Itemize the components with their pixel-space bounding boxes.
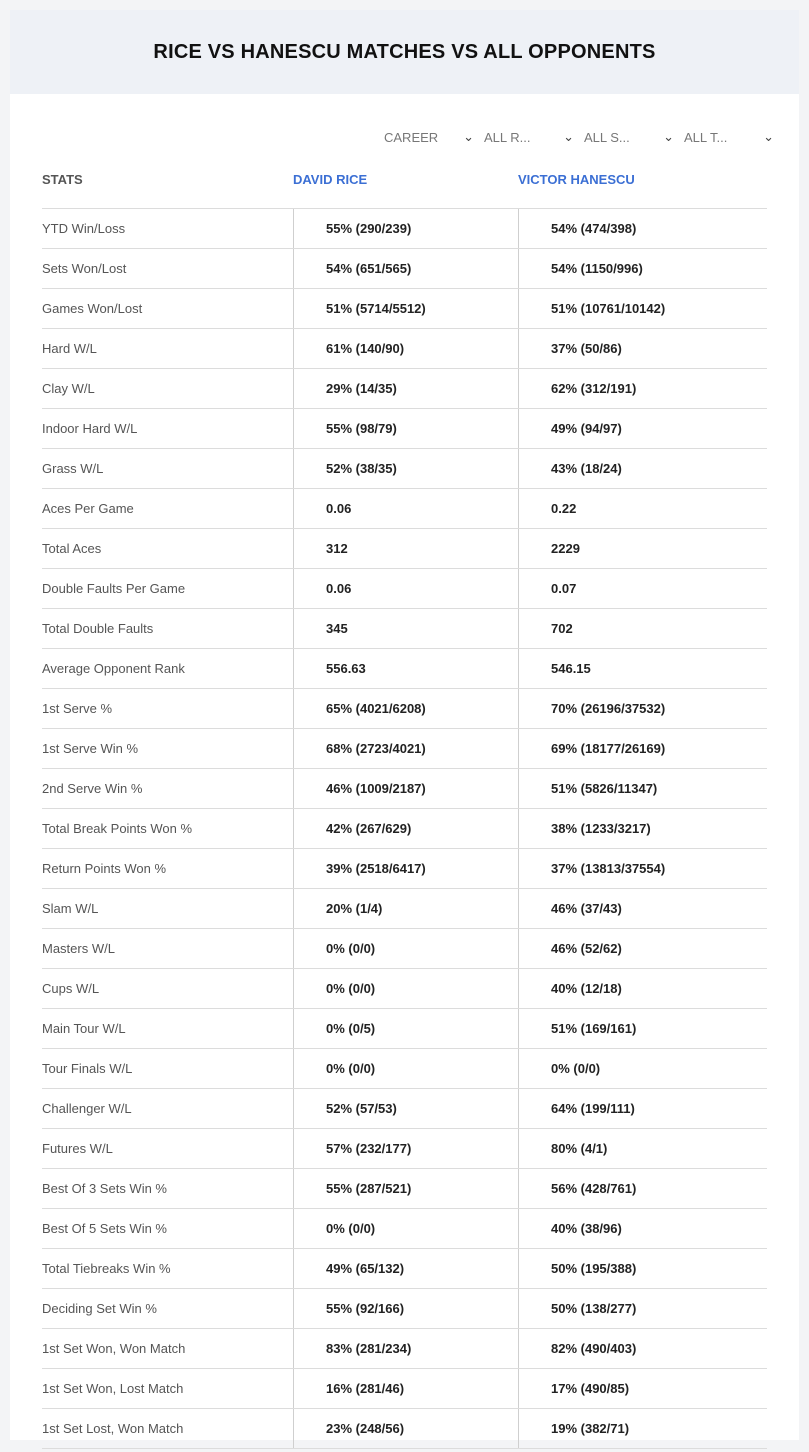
player2-value: 546.15 bbox=[518, 649, 767, 688]
player2-value: 64% (199/111) bbox=[518, 1089, 767, 1128]
chevron-down-icon: ⌄ bbox=[463, 129, 474, 144]
player1-value: 52% (57/53) bbox=[293, 1089, 518, 1128]
player2-value: 69% (18177/26169) bbox=[518, 729, 767, 768]
stat-label: Total Tiebreaks Win % bbox=[42, 1261, 171, 1276]
player2-value: 82% (490/403) bbox=[518, 1329, 767, 1368]
stat-label: 1st Set Lost, Won Match bbox=[42, 1421, 184, 1436]
column-header-player2[interactable]: VICTOR HANESCU bbox=[518, 172, 635, 187]
table-row bbox=[42, 808, 767, 848]
player1-value: 46% (1009/2187) bbox=[293, 769, 518, 808]
player1-value: 83% (281/234) bbox=[293, 1329, 518, 1368]
player1-value: 0.06 bbox=[293, 569, 518, 608]
stat-label: Games Won/Lost bbox=[42, 301, 143, 316]
player1-value: 52% (38/35) bbox=[293, 449, 518, 488]
player2-value: 50% (138/277) bbox=[518, 1289, 767, 1328]
filter-label: ALL S... bbox=[584, 130, 630, 145]
filter-rounds-dropdown[interactable] bbox=[484, 128, 584, 148]
table-row bbox=[42, 688, 767, 728]
stat-label: Best Of 5 Sets Win % bbox=[42, 1221, 167, 1236]
player2-value: 40% (12/18) bbox=[518, 969, 767, 1008]
stat-label: Double Faults Per Game bbox=[42, 581, 186, 596]
player1-value: 0% (0/0) bbox=[293, 1049, 518, 1088]
table-row bbox=[42, 248, 767, 288]
stats-table bbox=[42, 160, 767, 1449]
stat-label: Total Aces bbox=[42, 541, 102, 556]
table-row bbox=[42, 1088, 767, 1128]
player1-value: 29% (14/35) bbox=[293, 369, 518, 408]
player2-value: 40% (38/96) bbox=[518, 1209, 767, 1248]
player1-value: 61% (140/90) bbox=[293, 329, 518, 368]
table-row bbox=[42, 368, 767, 408]
player2-value: 17% (490/85) bbox=[518, 1369, 767, 1408]
player1-value: 54% (651/565) bbox=[293, 249, 518, 288]
table-row bbox=[42, 328, 767, 368]
chevron-down-icon: ⌄ bbox=[763, 129, 774, 144]
player2-value: 46% (52/62) bbox=[518, 929, 767, 968]
table-row bbox=[42, 408, 767, 448]
chevron-down-icon: ⌄ bbox=[563, 129, 574, 144]
table-row bbox=[42, 568, 767, 608]
stat-label: Tour Finals W/L bbox=[42, 1061, 133, 1076]
table-row bbox=[42, 288, 767, 328]
table-row bbox=[42, 848, 767, 888]
stat-label: Total Double Faults bbox=[42, 621, 154, 636]
table-header bbox=[42, 160, 767, 208]
stat-label: Indoor Hard W/L bbox=[42, 421, 138, 436]
player1-value: 0% (0/5) bbox=[293, 1009, 518, 1048]
table-row bbox=[42, 208, 767, 248]
table-row bbox=[42, 768, 767, 808]
table-body bbox=[42, 208, 767, 1449]
stat-label: 1st Set Won, Lost Match bbox=[42, 1381, 184, 1396]
player2-value: 80% (4/1) bbox=[518, 1129, 767, 1168]
player2-value: 0% (0/0) bbox=[518, 1049, 767, 1088]
player2-value: 0.22 bbox=[518, 489, 767, 528]
table-row bbox=[42, 1128, 767, 1168]
player1-value: 556.63 bbox=[293, 649, 518, 688]
player1-value: 68% (2723/4021) bbox=[293, 729, 518, 768]
table-row bbox=[42, 968, 767, 1008]
player2-value: 702 bbox=[518, 609, 767, 648]
table-row bbox=[42, 888, 767, 928]
player2-value: 62% (312/191) bbox=[518, 369, 767, 408]
player1-value: 55% (287/521) bbox=[293, 1169, 518, 1208]
player2-value: 56% (428/761) bbox=[518, 1169, 767, 1208]
player2-value: 54% (1150/996) bbox=[518, 249, 767, 288]
stat-label: Total Break Points Won % bbox=[42, 821, 193, 836]
player2-value: 38% (1233/3217) bbox=[518, 809, 767, 848]
table-row bbox=[42, 528, 767, 568]
stat-label: Futures W/L bbox=[42, 1141, 113, 1156]
stat-label: Challenger W/L bbox=[42, 1101, 132, 1116]
player2-value: 50% (195/388) bbox=[518, 1249, 767, 1288]
player2-value: 37% (50/86) bbox=[518, 329, 767, 368]
player1-value: 0% (0/0) bbox=[293, 929, 518, 968]
player2-value: 0.07 bbox=[518, 569, 767, 608]
filter-label: CAREER bbox=[384, 130, 439, 145]
player1-value: 39% (2518/6417) bbox=[293, 849, 518, 888]
column-header-stats: STATS bbox=[42, 172, 83, 187]
chevron-down-icon: ⌄ bbox=[663, 129, 674, 144]
column-header-player1[interactable]: DAVID RICE bbox=[293, 172, 368, 187]
player2-value: 70% (26196/37532) bbox=[518, 689, 767, 728]
filter-career-dropdown[interactable] bbox=[384, 128, 484, 148]
table-row bbox=[42, 1408, 767, 1449]
page-title: RICE VS HANESCU MATCHES VS ALL OPPONENTS bbox=[153, 40, 656, 63]
player1-value: 0.06 bbox=[293, 489, 518, 528]
stats-card bbox=[10, 10, 799, 1440]
player2-value: 43% (18/24) bbox=[518, 449, 767, 488]
table-row bbox=[42, 608, 767, 648]
player1-value: 20% (1/4) bbox=[293, 889, 518, 928]
stat-label: 1st Set Won, Won Match bbox=[42, 1341, 186, 1356]
stat-label: YTD Win/Loss bbox=[42, 221, 126, 236]
stat-label: Grass W/L bbox=[42, 461, 104, 476]
player2-value: 19% (382/71) bbox=[518, 1409, 767, 1448]
table-row bbox=[42, 448, 767, 488]
stat-label: Aces Per Game bbox=[42, 501, 134, 516]
player1-value: 49% (65/132) bbox=[293, 1249, 518, 1288]
player1-value: 345 bbox=[293, 609, 518, 648]
table-row bbox=[42, 488, 767, 528]
player1-value: 312 bbox=[293, 529, 518, 568]
table-row bbox=[42, 1288, 767, 1328]
player1-value: 55% (290/239) bbox=[293, 209, 518, 248]
stat-label: Main Tour W/L bbox=[42, 1021, 126, 1036]
player2-value: 51% (5826/11347) bbox=[518, 769, 767, 808]
player2-value: 37% (13813/37554) bbox=[518, 849, 767, 888]
player1-value: 55% (92/166) bbox=[293, 1289, 518, 1328]
table-row bbox=[42, 648, 767, 688]
player2-value: 54% (474/398) bbox=[518, 209, 767, 248]
player1-value: 57% (232/177) bbox=[293, 1129, 518, 1168]
player1-value: 65% (4021/6208) bbox=[293, 689, 518, 728]
table-row bbox=[42, 1368, 767, 1408]
table-row bbox=[42, 1328, 767, 1368]
player2-value: 2229 bbox=[518, 529, 767, 568]
player2-value: 49% (94/97) bbox=[518, 409, 767, 448]
stat-label: Hard W/L bbox=[42, 341, 97, 356]
player1-value: 0% (0/0) bbox=[293, 969, 518, 1008]
stat-label: Slam W/L bbox=[42, 901, 99, 916]
filter-surfaces-dropdown[interactable] bbox=[584, 128, 684, 148]
stat-label: Masters W/L bbox=[42, 941, 115, 956]
stat-label: Deciding Set Win % bbox=[42, 1301, 157, 1316]
player2-value: 51% (169/161) bbox=[518, 1009, 767, 1048]
table-row bbox=[42, 1048, 767, 1088]
stat-label: 2nd Serve Win % bbox=[42, 781, 143, 796]
stat-label: 1st Serve Win % bbox=[42, 741, 139, 756]
stat-label: Return Points Won % bbox=[42, 861, 167, 876]
stat-label: Clay W/L bbox=[42, 381, 95, 396]
player2-value: 51% (10761/10142) bbox=[518, 289, 767, 328]
table-row bbox=[42, 1008, 767, 1048]
player1-value: 51% (5714/5512) bbox=[293, 289, 518, 328]
player2-value: 46% (37/43) bbox=[518, 889, 767, 928]
player1-value: 55% (98/79) bbox=[293, 409, 518, 448]
filter-tournaments-dropdown[interactable] bbox=[684, 128, 784, 148]
stat-label: Sets Won/Lost bbox=[42, 261, 127, 276]
stat-label: Average Opponent Rank bbox=[42, 661, 185, 676]
filter-bar bbox=[384, 128, 784, 148]
table-row bbox=[42, 1208, 767, 1248]
player1-value: 23% (248/56) bbox=[293, 1409, 518, 1448]
stat-label: 1st Serve % bbox=[42, 701, 113, 716]
filter-label: ALL T... bbox=[684, 130, 728, 145]
player1-value: 0% (0/0) bbox=[293, 1209, 518, 1248]
player1-value: 16% (281/46) bbox=[293, 1369, 518, 1408]
stat-label: Cups W/L bbox=[42, 981, 100, 996]
player1-value: 42% (267/629) bbox=[293, 809, 518, 848]
table-row bbox=[42, 1168, 767, 1208]
filter-label: ALL R... bbox=[484, 130, 531, 145]
table-row bbox=[42, 1248, 767, 1288]
stat-label: Best Of 3 Sets Win % bbox=[42, 1181, 167, 1196]
page-header bbox=[10, 10, 799, 94]
table-row bbox=[42, 728, 767, 768]
table-row bbox=[42, 928, 767, 968]
